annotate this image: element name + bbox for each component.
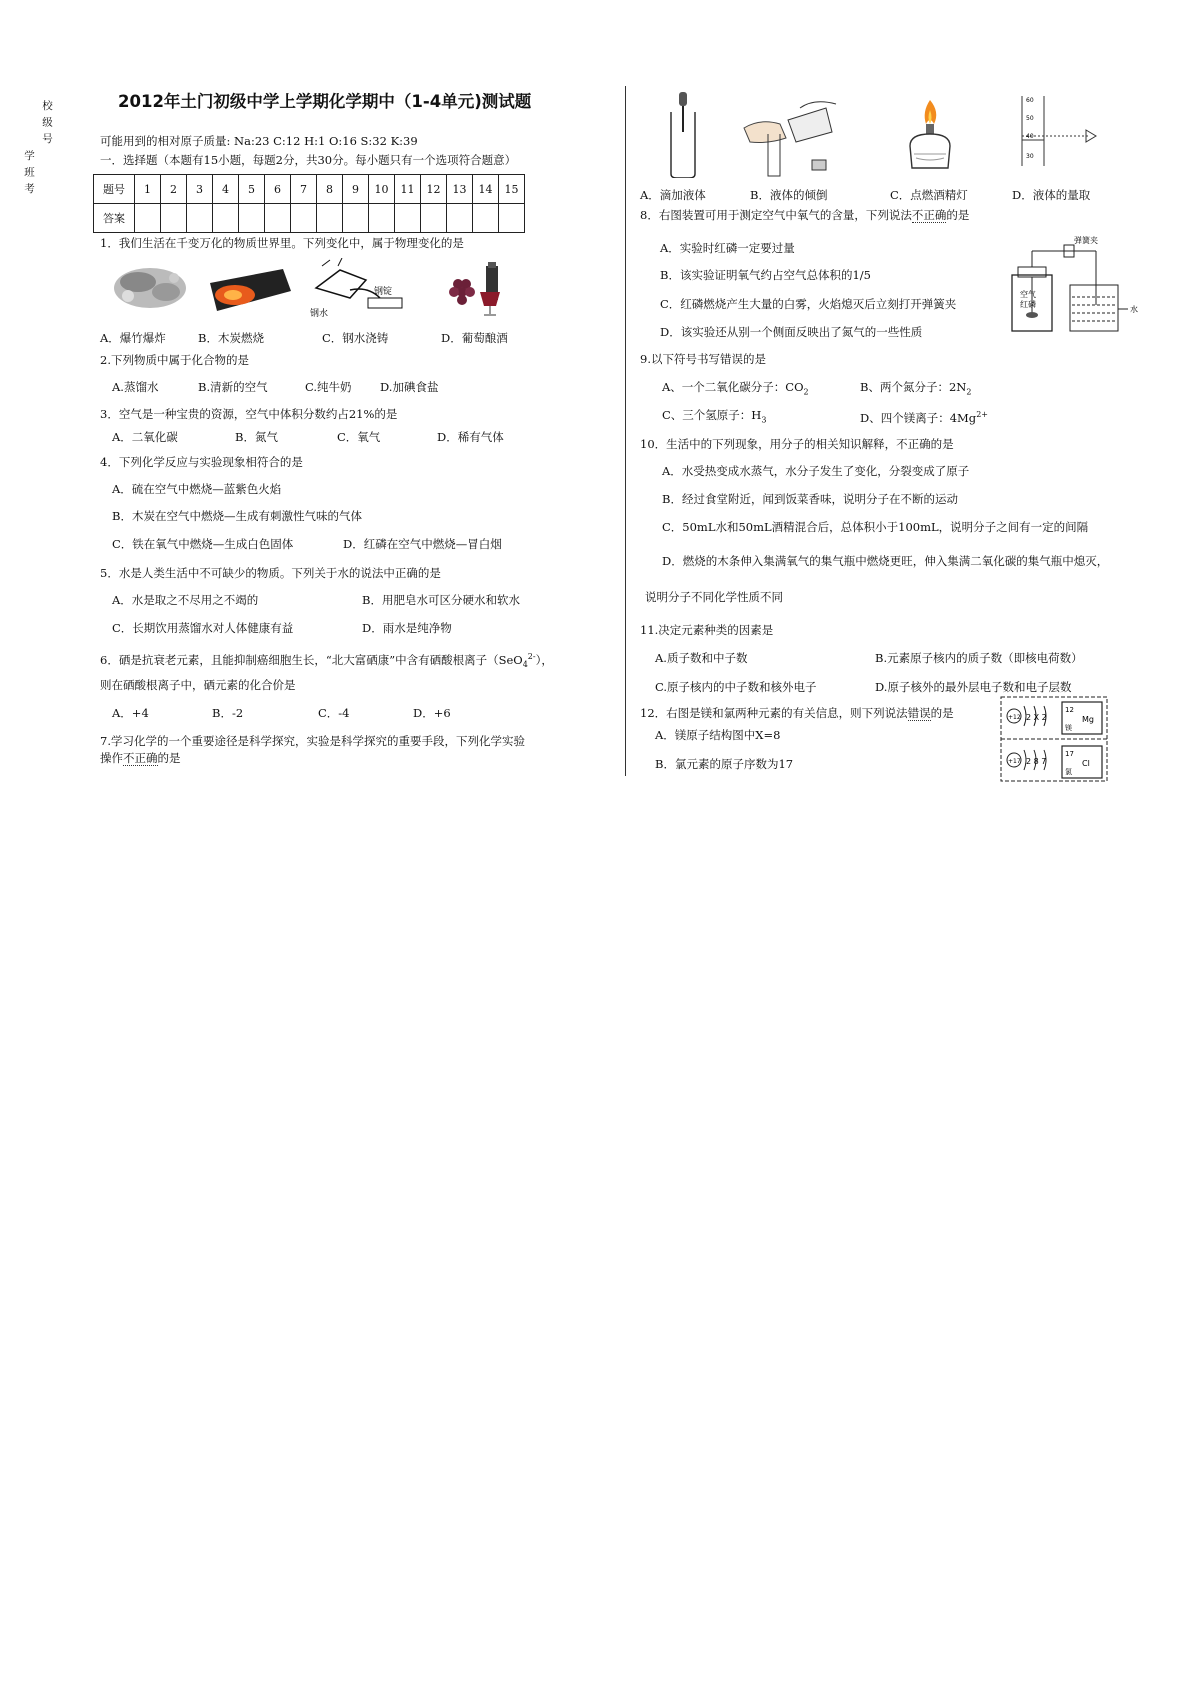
q6-stem-end: ），: [535, 652, 553, 667]
q9-option-b[interactable]: [860, 380, 971, 399]
answer-cell[interactable]: [447, 204, 473, 233]
q7-option-c[interactable]: C．点燃酒精灯: [890, 188, 968, 202]
q12-stem: [640, 706, 954, 720]
q9-stem: 9.以下符号书写错误的是: [640, 352, 766, 366]
q6-option-a[interactable]: A．+4: [112, 706, 149, 720]
pouring-image: [740, 98, 840, 178]
q9-option-c-sub: 3: [761, 415, 767, 425]
q2-option-d[interactable]: D.加碘食盐: [380, 380, 439, 394]
q9-option-c[interactable]: [662, 408, 766, 427]
answer-cell[interactable]: [135, 204, 161, 233]
table-cell: 15: [499, 175, 525, 204]
q2-option-c[interactable]: C.纯牛奶: [305, 380, 352, 394]
answer-cell[interactable]: [473, 204, 499, 233]
ingot-label: 钢锭: [374, 287, 393, 297]
answer-cell[interactable]: [421, 204, 447, 233]
q9-option-d-text: D、四个镁离子：4Mg: [860, 410, 977, 425]
q8-option-d[interactable]: D．该实验还从别一个侧面反映出了氮气的一些性质: [660, 325, 923, 339]
q10-option-d[interactable]: D．燃烧的木条伸入集满氧气的集气瓶中燃烧更旺，伸入集满二氧化碳的集气瓶中熄灭，: [662, 554, 1109, 568]
wine-image: [440, 262, 530, 318]
graduated-cylinder-image: [1010, 96, 1100, 168]
q7-stem2: [100, 751, 181, 765]
cl-symbol: Cl: [1082, 759, 1090, 768]
alcohol-lamp-image: [900, 96, 960, 178]
answer-cell[interactable]: [343, 204, 369, 233]
q1-option-b[interactable]: B．木炭燃烧: [198, 331, 264, 345]
answer-cell[interactable]: [187, 204, 213, 233]
q10-option-a[interactable]: A．水受热变成水蒸气，水分子发生了变化，分裂变成了原子: [662, 464, 970, 478]
q3-option-a[interactable]: A．二氧化碳: [112, 430, 178, 444]
q6-option-b[interactable]: B．-2: [212, 706, 244, 720]
answer-cell[interactable]: [395, 204, 421, 233]
q6-stem-text: 6．硒是抗衰老元素，且能抑制癌细胞生长，“北大富硒康”中含有硒酸根离子（SeO: [100, 652, 523, 667]
table-cell: 8: [317, 175, 343, 204]
q1-stem: 1．我们生活在千变万化的物质世界里。下列变化中，属于物理变化的是: [100, 236, 464, 250]
cylinder-tick: 50: [1026, 115, 1034, 122]
q7-stem2-c: 的是: [157, 751, 181, 765]
table-cell: 5: [239, 175, 265, 204]
q10-option-c[interactable]: C．50mL水和50mL酒精混合后，总体积小于100mL，说明分子之间有一定的间隔: [662, 520, 1089, 534]
dropper-image: [665, 92, 705, 178]
cylinder-tick: 60: [1026, 97, 1034, 104]
answer-cell[interactable]: [291, 204, 317, 233]
table-cell: 9: [343, 175, 369, 204]
q6-option-c[interactable]: C．-4: [318, 706, 350, 720]
table-cell: 4: [213, 175, 239, 204]
mg-symbol: Mg: [1082, 715, 1094, 724]
q5-stem: 5．水是人类生活中不可缺少的物质。下列关于水的说法中正确的是: [100, 566, 441, 580]
q8-option-a[interactable]: A．实验时红磷一定要过量: [660, 241, 795, 255]
answer-table: [93, 174, 525, 233]
q7-stem2-a: 操作: [100, 751, 123, 765]
answer-cell[interactable]: [265, 204, 291, 233]
q12-emphasis: 错误: [907, 706, 931, 720]
cylinder-tick: 30: [1026, 153, 1034, 160]
q7-emphasis: 不正确: [123, 751, 158, 765]
q11-option-a[interactable]: A.质子数和中子数: [655, 651, 748, 665]
page-title: 2012年土门初级中学上学期化学期中（1-4单元)测试题: [118, 92, 532, 111]
q10-stem: 10．生活中的下列现象，用分子的相关知识解释，不正确的是: [640, 437, 954, 451]
answer-cell[interactable]: [499, 204, 525, 233]
q10-continuation: 说明分子不同化学性质不同: [645, 590, 783, 604]
clip-label: 弹簧夹: [1074, 236, 1098, 245]
q3-option-d[interactable]: D．稀有气体: [437, 430, 504, 444]
table-cell: 3: [187, 175, 213, 204]
side-label-student: 学班考: [23, 150, 35, 200]
table-row: [94, 204, 525, 233]
q9-option-a-sub: 2: [803, 387, 809, 397]
table-cell: 13: [447, 175, 473, 204]
q4-option-a[interactable]: A．硫在空气中燃烧—蓝紫色火焰: [112, 482, 282, 496]
q1-option-d[interactable]: D．葡萄酿酒: [441, 331, 508, 345]
q10-option-b[interactable]: B．经过食堂附近，闻到饭菜香味，说明分子在不断的运动: [662, 492, 958, 506]
q1-option-a[interactable]: A．爆竹爆炸: [100, 331, 166, 345]
table-cell: 7: [291, 175, 317, 204]
side-label-school: 校级号: [41, 100, 53, 150]
air-label: 空气: [1020, 290, 1036, 299]
cylinder-tick: 40: [1026, 133, 1034, 140]
section-heading: 一．选择题（本题有15小题，每题2分，共30分。每小题只有一个选项符合题意）: [100, 153, 517, 167]
table-header-cell: 题号: [94, 175, 135, 204]
q2-stem: 2.下列物质中属于化合物的是: [100, 353, 249, 367]
phosphorus-label: 红磷: [1020, 300, 1036, 309]
q7-option-b[interactable]: B．液体的倾倒: [750, 188, 828, 202]
q8-option-b[interactable]: B．该实验证明氧气约占空气总体积的1/5: [660, 268, 871, 282]
q9-option-d[interactable]: [860, 408, 988, 425]
q6-subscript: 4: [522, 660, 528, 670]
table-cell: 11: [395, 175, 421, 204]
cl-nucleus: +17: [1008, 758, 1021, 765]
q8-emphasis: 不正确: [911, 208, 947, 222]
oxygen-apparatus-diagram: [1000, 235, 1150, 335]
mg-nucleus: +12: [1008, 714, 1021, 721]
q9-option-a-text: A、一个二氧化碳分子：CO: [662, 380, 804, 394]
q11-stem: 11.决定元素种类的因素是: [640, 623, 774, 637]
q9-option-d-sup: 2+: [976, 410, 988, 419]
q5-option-d[interactable]: D．雨水是纯净物: [362, 621, 452, 635]
table-cell: 10: [369, 175, 395, 204]
charcoal-image: [205, 265, 295, 315]
q4-option-d[interactable]: D．红磷在空气中燃烧—冒白烟: [343, 537, 502, 551]
q2-option-b[interactable]: B.清新的空气: [198, 380, 268, 394]
table-header-cell: 答案: [94, 204, 135, 233]
q7-stem: 7.学习化学的一个重要途径是科学探究，实验是科学探究的重要手段，下列化学实验: [100, 734, 525, 748]
q11-option-d[interactable]: D.原子核外的最外层电子数和电子层数: [875, 680, 1072, 694]
q5-option-a[interactable]: A．水是取之不尽用之不竭的: [112, 593, 259, 607]
q3-option-b[interactable]: B．氮气: [235, 430, 278, 444]
answer-cell[interactable]: [239, 204, 265, 233]
element-info-diagram: [1000, 696, 1110, 784]
q11-option-b[interactable]: B.元素原子核内的质子数（即核电荷数）: [875, 651, 1083, 665]
answer-cell[interactable]: [317, 204, 343, 233]
steel-label: 钢水: [310, 309, 329, 318]
q7-option-a[interactable]: A．滴加液体: [640, 188, 706, 202]
q9-option-a[interactable]: [662, 380, 809, 399]
q12-option-a[interactable]: A．镁原子结构图中X=8: [655, 728, 781, 742]
water-label: 水: [1130, 305, 1138, 314]
table-cell: 2: [161, 175, 187, 204]
table-cell: 1: [135, 175, 161, 204]
table-cell: 14: [473, 175, 499, 204]
q4-option-b[interactable]: B．木炭在空气中燃烧—生成有刺激性气味的气体: [112, 509, 362, 523]
answer-cell[interactable]: [213, 204, 239, 233]
mg-shells: 2 X 2: [1026, 713, 1047, 722]
q7-option-d[interactable]: D．液体的量取: [1012, 188, 1091, 202]
q9-option-b-sub: 2: [966, 387, 972, 397]
q12-stem-a: 12．右图是镁和氯两种元素的有关信息，则下列说法: [640, 706, 908, 720]
q11-option-c[interactable]: C.原子核内的中子数和核外电子: [655, 680, 817, 694]
q12-option-b[interactable]: B．氯元素的原子序数为17: [655, 757, 794, 771]
q2-option-a[interactable]: A.蒸馏水: [112, 380, 159, 394]
q8-option-c[interactable]: C．红磷燃烧产生大量的白雾，火焰熄灭后立刻打开弹簧夹: [660, 297, 957, 311]
q4-stem: 4．下列化学反应与实验现象相符合的是: [100, 455, 303, 469]
q1-option-c[interactable]: C．钢水浇铸: [322, 331, 389, 345]
mg-name: 镁: [1065, 724, 1072, 732]
q6-option-d[interactable]: D．+6: [413, 706, 451, 720]
q8-stem-a: 8．右图装置可用于测定空气中氧气的含量，下列说法: [640, 208, 912, 222]
steel-casting-image: [308, 258, 408, 318]
answer-cell[interactable]: [369, 204, 395, 233]
mg-number: 12: [1065, 706, 1074, 714]
atomic-masses: 可能用到的相对原子质量: Na:23 C:12 H:1 O:16 S:32 K:39: [100, 134, 418, 148]
answer-cell[interactable]: [161, 204, 187, 233]
q9-option-b-text: B、两个氮分子：2N: [860, 380, 967, 394]
q9-option-c-text: C、三个氢原子：H: [662, 408, 762, 422]
table-cell: 6: [265, 175, 291, 204]
table-cell: 12: [421, 175, 447, 204]
q8-stem-c: 的是: [946, 208, 970, 222]
cl-number: 17: [1065, 750, 1074, 758]
firecracker-image: [108, 262, 198, 318]
q5-option-c[interactable]: C．长期饮用蒸馏水对人体健康有益: [112, 621, 294, 635]
q5-option-b[interactable]: B．用肥皂水可区分硬水和软水: [362, 593, 520, 607]
cl-name: 氯: [1065, 768, 1072, 776]
q6-superscript: 2-: [527, 652, 536, 661]
q12-stem-c: 的是: [930, 706, 954, 720]
table-row: [94, 175, 525, 204]
cl-shells: 2 8 7: [1026, 757, 1047, 766]
q3-stem: 3．空气是一种宝贵的资源，空气中体积分数约占21%的是: [100, 407, 398, 421]
q4-option-c[interactable]: C．铁在氧气中燃烧—生成白色固体: [112, 537, 294, 551]
q6-stem2: 则在硒酸根离子中，硒元素的化合价是: [100, 678, 296, 692]
q3-option-c[interactable]: C．氧气: [337, 430, 381, 444]
q8-stem: [640, 208, 969, 222]
column-divider: [625, 86, 626, 776]
q6-stem: [100, 650, 553, 672]
